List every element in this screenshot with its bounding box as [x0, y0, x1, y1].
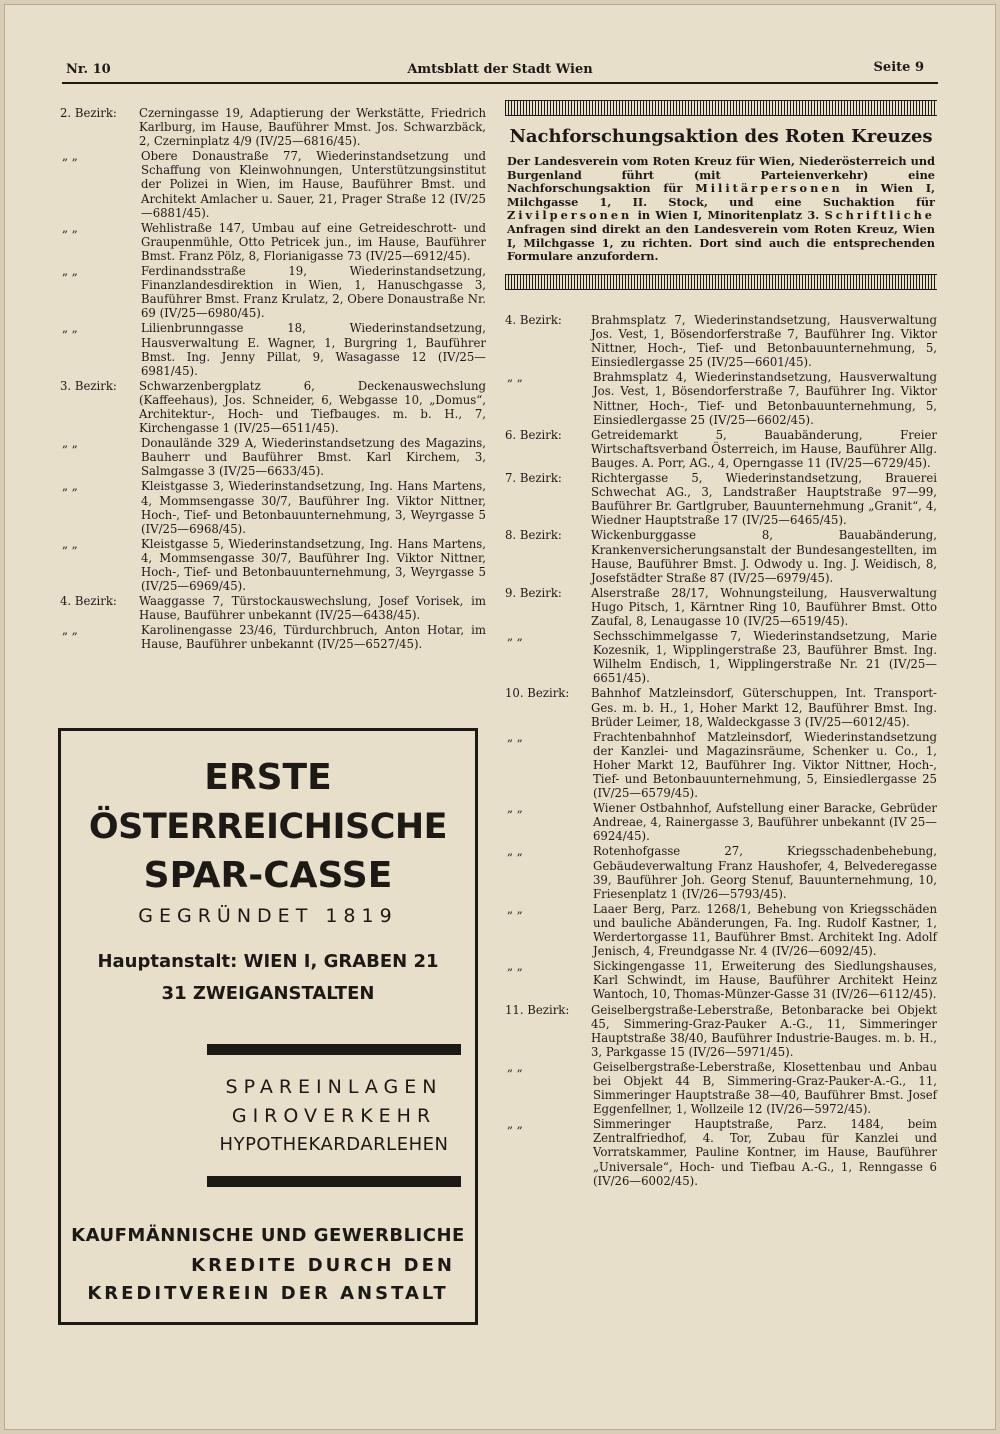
district-label: 9. Bezirk: [505, 585, 562, 600]
entry-text: Frachtenbahnhof Matzleinsdorf, Wiederinstandsetzung der Kanzlei- und Magazinsräume, Schenker u. Co., 1, Hoher Markt 12, Bauführer Ing. Viktor Nittner, Hoch-, Tief- und Betonbauunternehmung, 5, Einsiedlergasse 25 (IV/25—6579/45). [593, 729, 937, 801]
district-label: 4. Bezirk: [505, 313, 562, 327]
district-label: „ „ [62, 264, 78, 279]
district-label: „ „ [62, 536, 78, 551]
list-item [60, 106, 486, 148]
publication-title: Amtsblatt der Stadt Wien [407, 62, 593, 77]
notice-text: in Wien I, Milchgasse 1, II. Stock, und eine Suchaktion für [507, 181, 935, 209]
right-column [505, 313, 937, 1189]
list-item [60, 436, 486, 478]
list-item [60, 264, 486, 320]
list-item [60, 221, 486, 263]
hatch-rule-bottom [505, 274, 937, 290]
entry-text: Sechsschimmelgasse 7, Wiederinstandsetzung, Marie Kozesnik, 1, Wipplingerstraße 23, Bauführer Bmst. Ing. Wilhelm Endisch, 1, Wipplingerstraße Nr. 21 (IV/25—6651/45). [593, 629, 937, 686]
list-item [505, 1060, 937, 1116]
page-number: Seite 9 [873, 60, 924, 75]
list-item [60, 321, 486, 377]
list-item [505, 1117, 937, 1187]
list-item [505, 370, 937, 426]
entry-text: Laaer Berg, Parz. 1268/1, Behebung von Kriegsschäden und bauliche Abänderungen, Fa. Ing. Rudolf Kastner, 1, Werdertorgasse 11, Bauführer Bmst. Architekt Ing. Adolf Jenisch, 4, Freundgasse Nr. 4 (IV/26—6092/45). [593, 901, 937, 959]
entry-text: Kleistgasse 3, Wiederinstandsetzung, Ing. Hans Martens, 4, Mommsengasse 30/7, Bauführer Ing. Viktor Nittner, Hoch-, Tief- und Betonbauunternehmung, 3, Weyrgasse 5 (IV/25—6968/45). [141, 479, 486, 536]
list-item [60, 594, 486, 622]
district-label: „ „ [507, 729, 523, 744]
ad-line-erste: ERSTE [204, 757, 332, 798]
district-label: „ „ [62, 149, 78, 164]
entry-text: Karolinengasse 23/46, Türdurchbruch, Anton Hotar, im Hause, Bauführer unbekannt (IV/25—6527/45). [141, 623, 486, 652]
entry-text: Ferdinandsstraße 19, Wiederinstandsetzung, Finanzlandesdirektion in Wien, 1, Hanuschgasse 3, Bauführer Bmst. Franz Krulatz, 2, Obere Donaustraße Nr. 69 (IV/25—6980/45). [141, 264, 486, 321]
ad-divider-bar [207, 1044, 461, 1055]
list-item [505, 801, 937, 843]
list-item [505, 959, 937, 1001]
district-label: „ „ [62, 220, 78, 235]
ad-founded: GEGRÜNDET 1819 [138, 905, 398, 927]
list-item [60, 379, 486, 435]
ad-line-oesterreichische: ÖSTERREICHISCHE [88, 807, 448, 847]
list-item [505, 1003, 937, 1059]
entry-text: Wickenburggasse 8, Bauabänderung, Krankenversicherungsanstalt der Bundesangestellten, im Hause, Bauführer Bmst. J. Odwody u. Ing. J. Weidisch, 8, Josefstädter Straße 87 (IV/25—6979/45). [591, 528, 937, 585]
list-item [505, 902, 937, 958]
district-label: 7. Bezirk: [505, 471, 562, 486]
entry-text: Getreidemarkt 5, Bauabänderung, Freier Wirtschaftsverband Österreich, im Hause, Bauführer Allg. Bauges. A. Porr, AG., 4, Operngasse 11 (IV/25—6729/45). [591, 427, 937, 470]
notice-text: Anfragen sind direkt an den Landesverein vom Roten Kreuz, Wien I, Milchgasse 1, zu richten. Dort sind auch die entsprechenden Formulare anzufordern. [507, 221, 935, 264]
entry-text: Rotenhofgasse 27, Kriegsschadenbehebung, Gebäudeverwaltung Franz Haushofer, 4, Belvederegasse 39, Bauführer Joh. Georg Stenuf, Bauunternehmung, 10, Friesenplatz 1 (IV/26—5793/45). [593, 844, 937, 901]
district-label: 11. Bezirk: [505, 1002, 570, 1017]
district-label: „ „ [62, 436, 78, 451]
list-item [505, 313, 937, 369]
list-item [60, 149, 486, 219]
list-item [505, 471, 937, 527]
entry-text: Brahmsplatz 7, Wiederinstandsetzung, Hausverwaltung Jos. Vest, 1, Bösendorferstraße 7, Bauführer Ing. Viktor Nittner, Hoch-, Tief- und Betonbauunternehmung, 5, Einsiedlergasse 25 (IV/25—6601/45). [591, 313, 937, 370]
hatch-rule-top [505, 100, 937, 116]
ad-branches: 31 ZWEIGANSTALTEN [161, 983, 375, 1004]
list-item [505, 730, 937, 800]
ad-service-giro: GIROVERKEHR [231, 1105, 437, 1127]
red-cross-notice [505, 100, 937, 290]
list-item [60, 537, 486, 593]
notice-emphasis: Zivilpersonen [507, 208, 633, 223]
district-label: 10. Bezirk: [505, 686, 570, 701]
entry-text: Alserstraße 28/17, Wohnungsteilung, Hausverwaltung Hugo Pitsch, 1, Kärntner Ring 10, Bauführer Bmst. Otto Zaufal, 8, Lenaugasse 10 (IV/25—6519/45). [591, 585, 937, 628]
district-label: „ „ [62, 479, 78, 494]
spar-casse-advertisement [58, 728, 478, 1325]
district-label: 2. Bezirk: [60, 106, 117, 120]
entry-text: Lilienbrunngasse 18, Wiederinstandsetzung, Hausverwaltung E. Wagner, 1, Burgring 1, Bauführer Bmst. Ing. Jenny Pillat, 9, Wasagasse 12 (IV/25—6981/45). [141, 321, 486, 378]
entry-text: Simmeringer Hauptstraße, Parz. 1484, beim Zentralfriedhof, 4. Tor, Zubau für Kanzlei und Vorratskammer, Pauline Kontner, im Hause, Bauführer „Universale“, Hoch- und Tiefbau A.-G., 1, Renngasse 6 (IV/26—6002/45). [593, 1117, 937, 1188]
list-item [505, 528, 937, 584]
district-label: 6. Bezirk: [505, 427, 562, 442]
district-label: 3. Bezirk: [60, 378, 117, 393]
district-label: „ „ [507, 370, 523, 385]
entry-text: Donaulände 329 A, Wiederinstandsetzung des Magazins, Bauherr und Bauführer Bmst. Karl Kirchem, 3, Salmgasse 3 (IV/25—6633/45). [141, 436, 486, 479]
ad-credit-line-3: KREDITVEREIN DER ANSTALT [87, 1283, 449, 1304]
entry-text: Schwarzenbergplatz 6, Deckenauswechslung (Kaffeehaus), Jos. Schneider, 6, Webgasse 10, „Domus“, Architektur-, Hoch- und Tiefbauges. m. b. H., 7, Kirchengasse 1 (IV/25—6511/45). [139, 378, 486, 436]
district-label: 4. Bezirk: [60, 594, 117, 609]
ad-credit-line-2: KREDITE DURCH DEN [191, 1255, 455, 1276]
list-item [505, 844, 937, 900]
ad-credit-line-1: KAUFMÄNNISCHE UND GEWERBLICHE [71, 1225, 465, 1246]
issue-number: Nr. 10 [66, 62, 111, 77]
list-item [60, 623, 486, 651]
notice-text: Der Landesverein vom Roten Kreuz für Wien, Niederösterreich und Burgenland führt (mit Parteienverkehr) eine Nachforschungsaktion für [507, 154, 935, 196]
district-label: 8. Bezirk: [505, 528, 562, 543]
list-item [505, 428, 937, 470]
list-item [505, 686, 937, 728]
notice-emphasis: Schriftliche [824, 208, 935, 223]
district-label: „ „ [507, 629, 523, 644]
entry-text: Waaggasse 7, Türstockauswechslung, Josef Vorisek, im Hause, Bauführer unbekannt (IV/25—6438/45). [139, 594, 486, 623]
list-item [505, 586, 937, 628]
entry-text: Czerningasse 19, Adaptierung der Werkstätte, Friedrich Karlburg, im Hause, Bauführer Mmst. Jos. Schwarzbäck, 2, Czerninplatz 4/9 (IV/25—6816/45). [139, 106, 486, 149]
district-label: „ „ [507, 1059, 523, 1074]
notice-body [505, 155, 937, 264]
entry-text: Bahnhof Matzleinsdorf, Güterschuppen, Int. Transport-Ges. m. b. H., 1, Hoher Markt 12, Bauführer Bmst. Ing. Brüder Leimer, 18, Waldeckgasse 3 (IV/25—6012/45). [591, 686, 937, 729]
notice-title: Nachforschungsaktion des Roten Kreuzes [509, 126, 933, 147]
entry-text: Wiener Ostbahnhof, Aufstellung einer Baracke, Gebrüder Andreae, 4, Rainergasse 3, Bauführer unbekannt (IV 25—6924/45). [593, 801, 937, 844]
ad-line-spar-casse: SPAR-CASSE [143, 855, 393, 896]
notice-text: in Wien I, Minoritenplatz 3. [632, 208, 825, 223]
district-label: „ „ [507, 844, 523, 859]
district-label: „ „ [507, 1117, 523, 1132]
page-header [62, 60, 938, 82]
district-label: „ „ [507, 959, 523, 974]
district-label: „ „ [507, 901, 523, 916]
entry-text: Wehlistraße 147, Umbau auf eine Getreideschrott- und Graupenmühle, Otto Petricek jun., im Hause, Bauführer Bmst. Franz Pölz, 8, Florianigasse 73 (IV/25—6912/45). [141, 220, 486, 263]
header-rule [62, 82, 938, 84]
ad-headquarters: Hauptanstalt: WIEN I, GRABEN 21 [97, 951, 439, 972]
district-label: „ „ [62, 623, 78, 638]
entry-text: Richtergasse 5, Wiederinstandsetzung, Brauerei Schwechat AG., 3, Landstraßer Hauptstraße 97—99, Bauführer Br. Gartlgruber, Bauunternehmung „Granit“, 4, Wiedner Hauptstraße 17 (IV/25—6465/45). [591, 471, 937, 528]
notice-emphasis: Militärpersonen [695, 181, 843, 196]
entry-text: Obere Donaustraße 77, Wiederinstandsetzung und Schaffung von Kleinwohnungen, Unterstützungsinstitut der Polizei in Wien, im Hause, Bauführer Bmst. und Architekt Amlacher u. Sauer, 21, Prager Straße 12 (IV/25—6881/45). [141, 149, 486, 220]
list-item [60, 479, 486, 535]
entry-text: Geiselbergstraße-Leberstraße, Betonbaracke bei Objekt 45, Simmering-Graz-Pauker A.-G., 11, Simmeringer Hauptstraße 38/40, Bauführer Industrie-Bauges. m. b. H., 3, Parkgasse 15 (IV/26—5971/45). [591, 1002, 937, 1059]
district-label: „ „ [507, 801, 523, 816]
entry-text: Kleistgasse 5, Wiederinstandsetzung, Ing. Hans Martens, 4, Mommsengasse 30/7, Bauführer Ing. Viktor Nittner, Hoch-, Tief- und Betonbauunternehmung, 3, Weyrgasse 5 (IV/25—6969/45). [141, 536, 486, 594]
district-label: „ „ [62, 321, 78, 336]
entry-text: Sickingengasse 11, Erweiterung des Siedlungshauses, Karl Schwindt, im Hause, Bauführer Architekt Heinz Wantoch, 10, Thomas-Münzer-Gasse 31 (IV/26—6112/45). [593, 959, 937, 1002]
entry-text: Brahmsplatz 4, Wiederinstandsetzung, Hausverwaltung Jos. Vest, 1, Bösendorferstraße 7, Bauführer Ing. Viktor Nittner, Hoch-, Tief- und Betonbauunternehmung, 5, Einsiedlergasse 25 (IV/25—6602/45). [593, 370, 937, 427]
left-column [60, 106, 486, 653]
entry-text: Geiselbergstraße-Leberstraße, Klosettenbau und Anbau bei Objekt 44 B, Simmering-Graz-Pauker-A.-G., 11, Simmeringer Hauptstraße 38—40, Bauführer Bmst. Josef Eggenfellner, 1, Wollzeile 12 (IV/26—5972/45). [593, 1059, 937, 1117]
ad-divider-bar [207, 1176, 461, 1187]
ad-service-savings: SPAREINLAGEN [225, 1076, 443, 1098]
ad-service-mortgage: HYPOTHEKARDARLEHEN [219, 1134, 449, 1155]
list-item [505, 629, 937, 685]
